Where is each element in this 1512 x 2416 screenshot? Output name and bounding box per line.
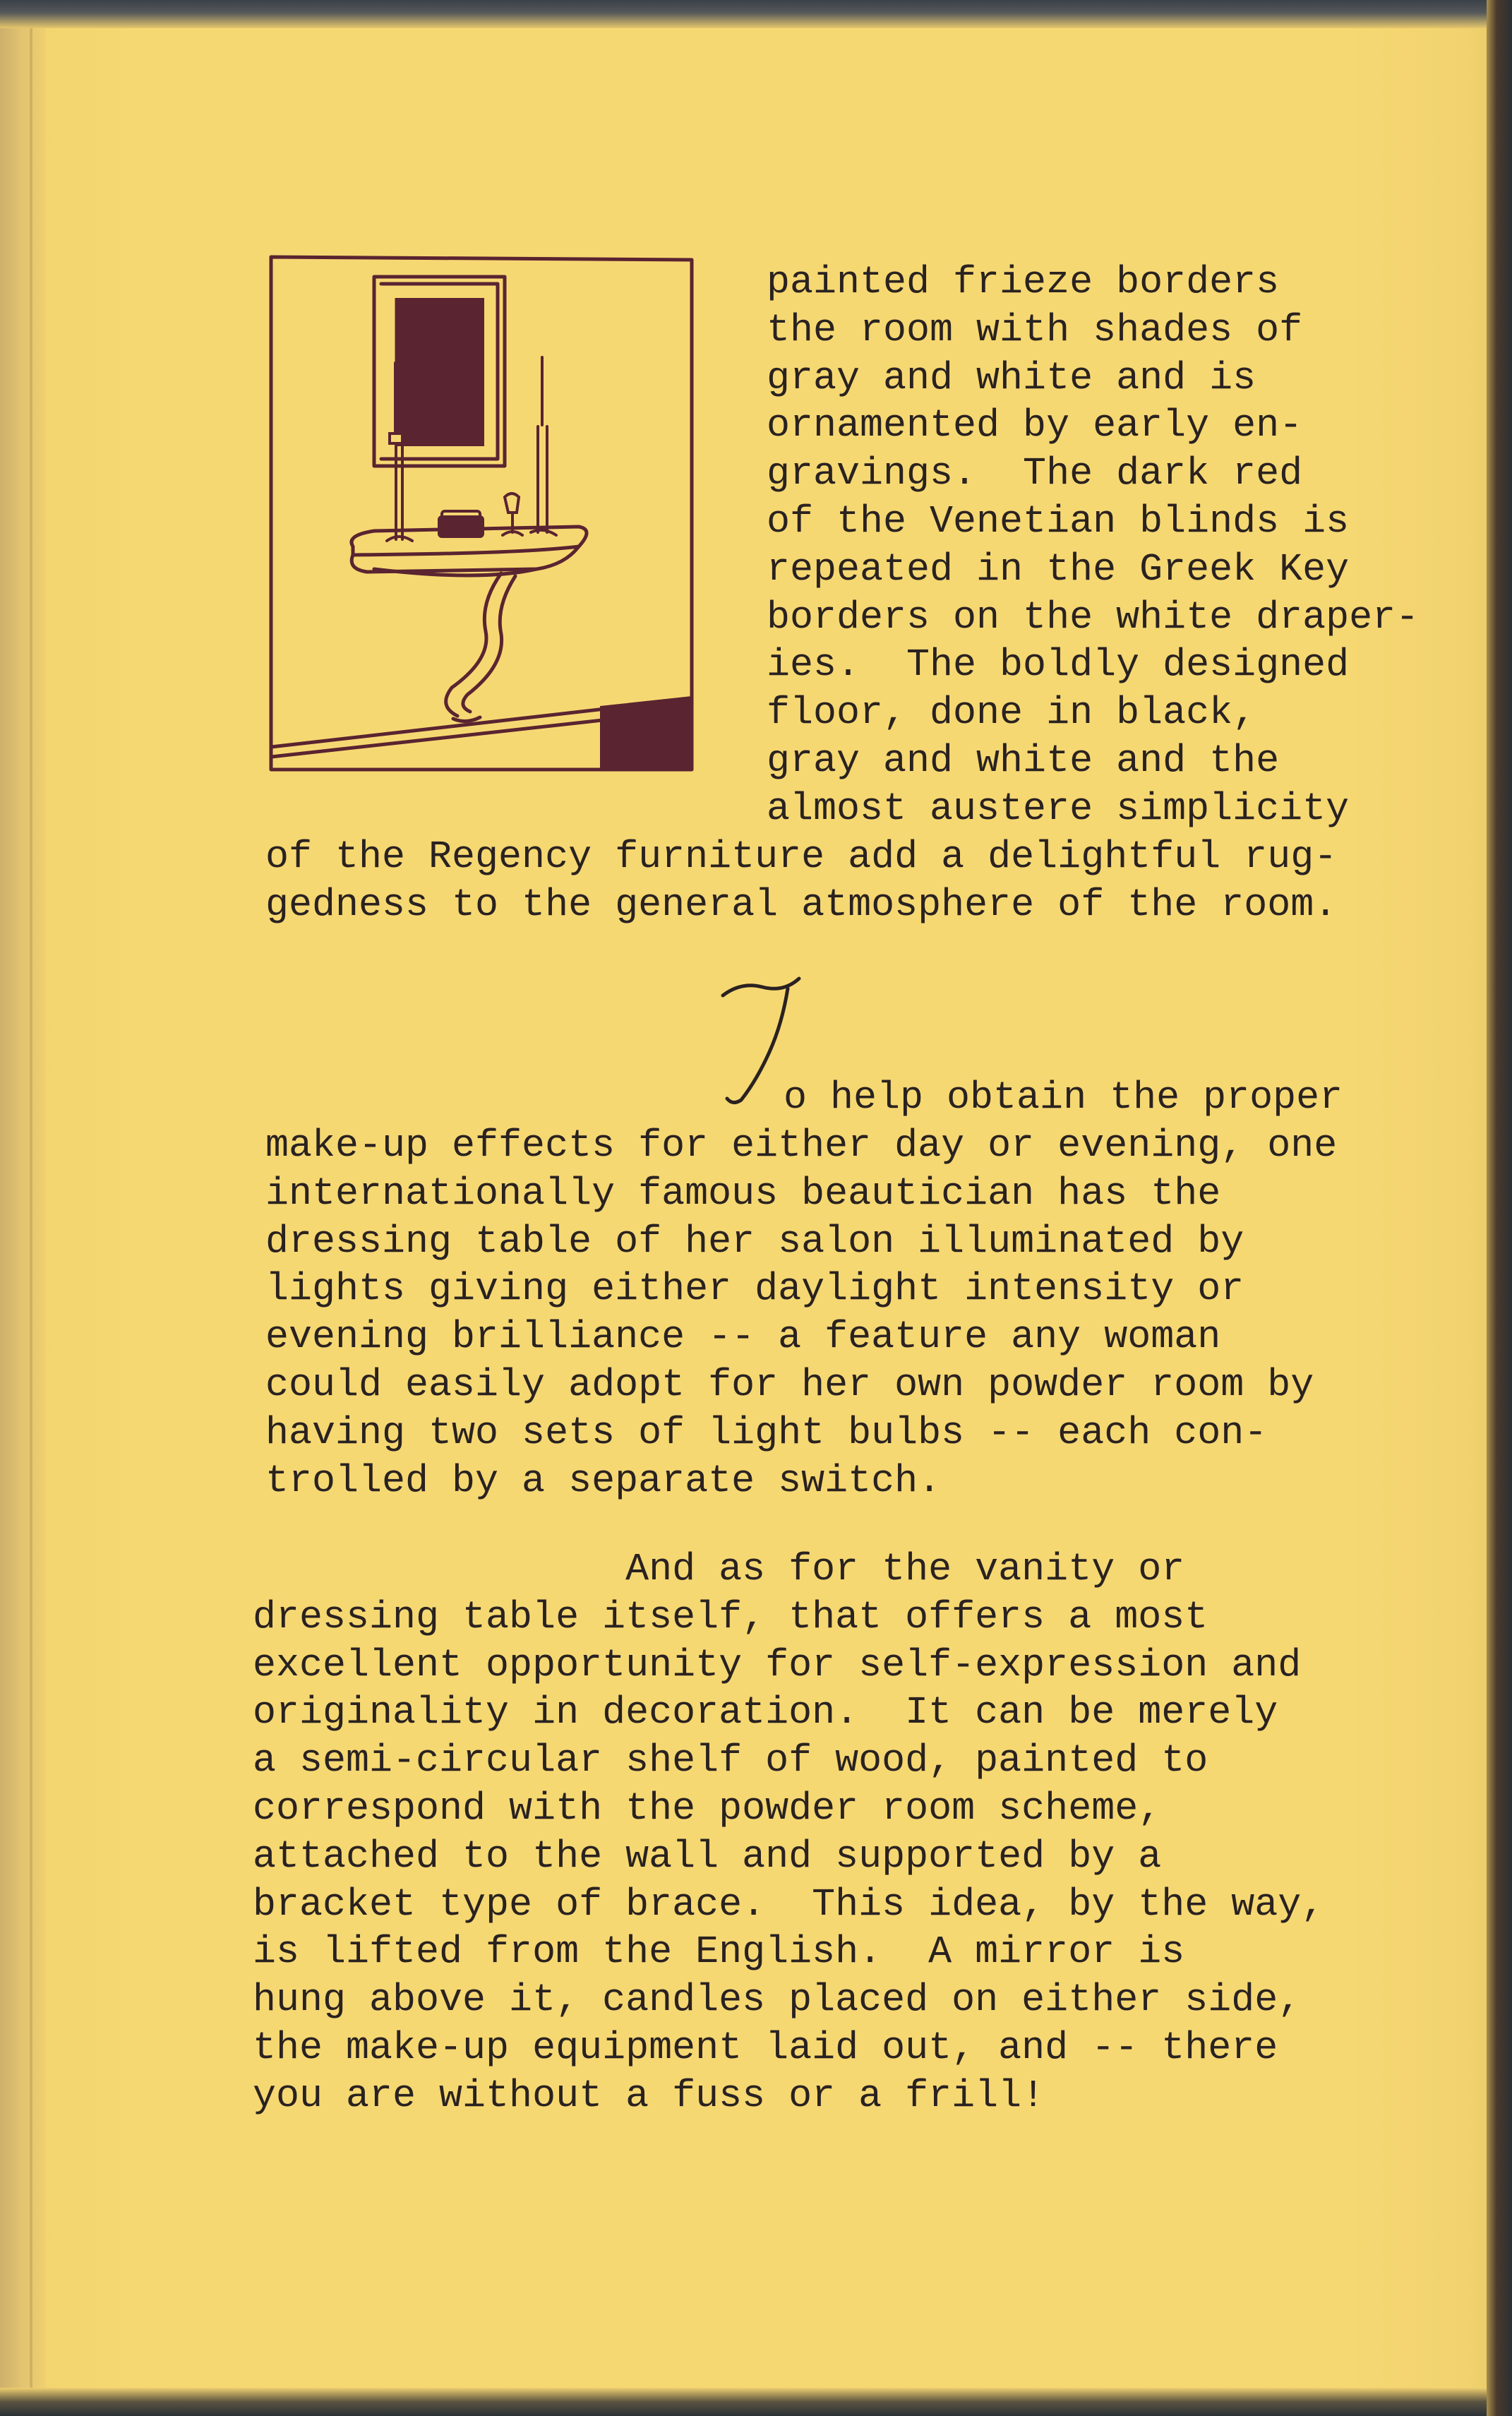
page-right-edge bbox=[1487, 0, 1512, 2416]
paragraph-1-line: almost austere simplicity bbox=[767, 786, 1350, 831]
paragraph-1-line: ies. The boldly designed bbox=[767, 642, 1350, 688]
paragraph-3-line: originality in decoration. It can be merely bbox=[253, 1690, 1278, 1735]
paragraph-1-full-width-text bbox=[265, 833, 1337, 929]
paragraph-2-text bbox=[265, 1122, 1337, 1505]
paragraph-1-wrapped-text bbox=[767, 258, 1419, 833]
paragraph-2-first-line: o help obtain the proper bbox=[784, 1075, 1343, 1120]
page-bottom-edge bbox=[0, 2388, 1512, 2416]
floor-dark-icon bbox=[600, 696, 692, 768]
paragraph-1-line: repeated in the Greek Key bbox=[767, 546, 1350, 592]
binding-crease bbox=[30, 14, 32, 2400]
paragraph-2-line: make-up effects for either day or evening, one bbox=[265, 1123, 1338, 1168]
paragraph-3-line: correspond with the powder room scheme, bbox=[253, 1786, 1162, 1831]
paragraph-2-line: having two sets of light bulbs -- each con- bbox=[265, 1410, 1268, 1455]
paragraph-1-line: of the Regency furniture add a delightful rug- bbox=[265, 835, 1338, 879]
paragraph-3-text bbox=[253, 1545, 1324, 2120]
paragraph-2-line: trolled by a separate switch. bbox=[265, 1458, 942, 1503]
paragraph-3-line: is lifted from the English. A mirror is bbox=[253, 1930, 1185, 1975]
paragraph-1-line: of the Venetian blinds is bbox=[767, 498, 1350, 544]
paragraph-2-line: internationally famous beautician has the bbox=[265, 1171, 1221, 1216]
paragraph-3-line: the make-up equipment laid out, and -- there bbox=[253, 2025, 1278, 2070]
paragraph-2-line: could easily adopt for her own powder room by bbox=[265, 1362, 1314, 1407]
paragraph-1-line: floor, done in black, bbox=[767, 690, 1256, 736]
paragraph-1-line: painted frieze borders bbox=[767, 260, 1280, 304]
vanity-illustration bbox=[268, 250, 699, 777]
page-top-edge bbox=[0, 0, 1512, 28]
paragraph-1-line: ornamented by early en- bbox=[767, 403, 1303, 448]
paragraph-2-line: lights giving either daylight intensity or bbox=[265, 1267, 1244, 1312]
paragraph-3-line: And as for the vanity or bbox=[253, 1547, 1185, 1591]
paragraph-1-line: gray and white and is bbox=[767, 355, 1256, 400]
paragraph-1-line: gravings. The dark red bbox=[767, 451, 1303, 496]
paragraph-2-line: dressing table of her salon illuminated by bbox=[265, 1219, 1244, 1264]
mirror-glass-icon bbox=[394, 298, 484, 446]
paragraph-3-line: hung above it, candles placed on either side, bbox=[253, 1978, 1302, 2023]
paragraph-1-line: gray and white and the bbox=[767, 738, 1280, 783]
paragraph-1-line: the room with shades of bbox=[767, 307, 1303, 352]
paragraph-1-line: gedness to the general atmosphere of the room. bbox=[265, 882, 1338, 927]
paragraph-1-line: borders on the white draper- bbox=[767, 594, 1420, 640]
paragraph-2-line: evening brilliance -- a feature any woman bbox=[265, 1315, 1221, 1360]
paragraph-3-line: a semi-circular shelf of wood, painted to bbox=[253, 1738, 1208, 1783]
paragraph-3-line: dressing table itself, that offers a most bbox=[253, 1594, 1208, 1639]
paragraph-3-line: bracket type of brace. This idea, by the way, bbox=[253, 1882, 1325, 1927]
paragraph-3-line: excellent opportunity for self-expression and bbox=[253, 1642, 1302, 1687]
paragraph-3-line: attached to the wall and supported by a bbox=[253, 1834, 1162, 1879]
book-binding bbox=[0, 0, 45, 2416]
paragraph-3-line: you are without a fuss or a frill! bbox=[253, 2073, 1045, 2118]
bracket-brace-icon bbox=[446, 573, 501, 716]
